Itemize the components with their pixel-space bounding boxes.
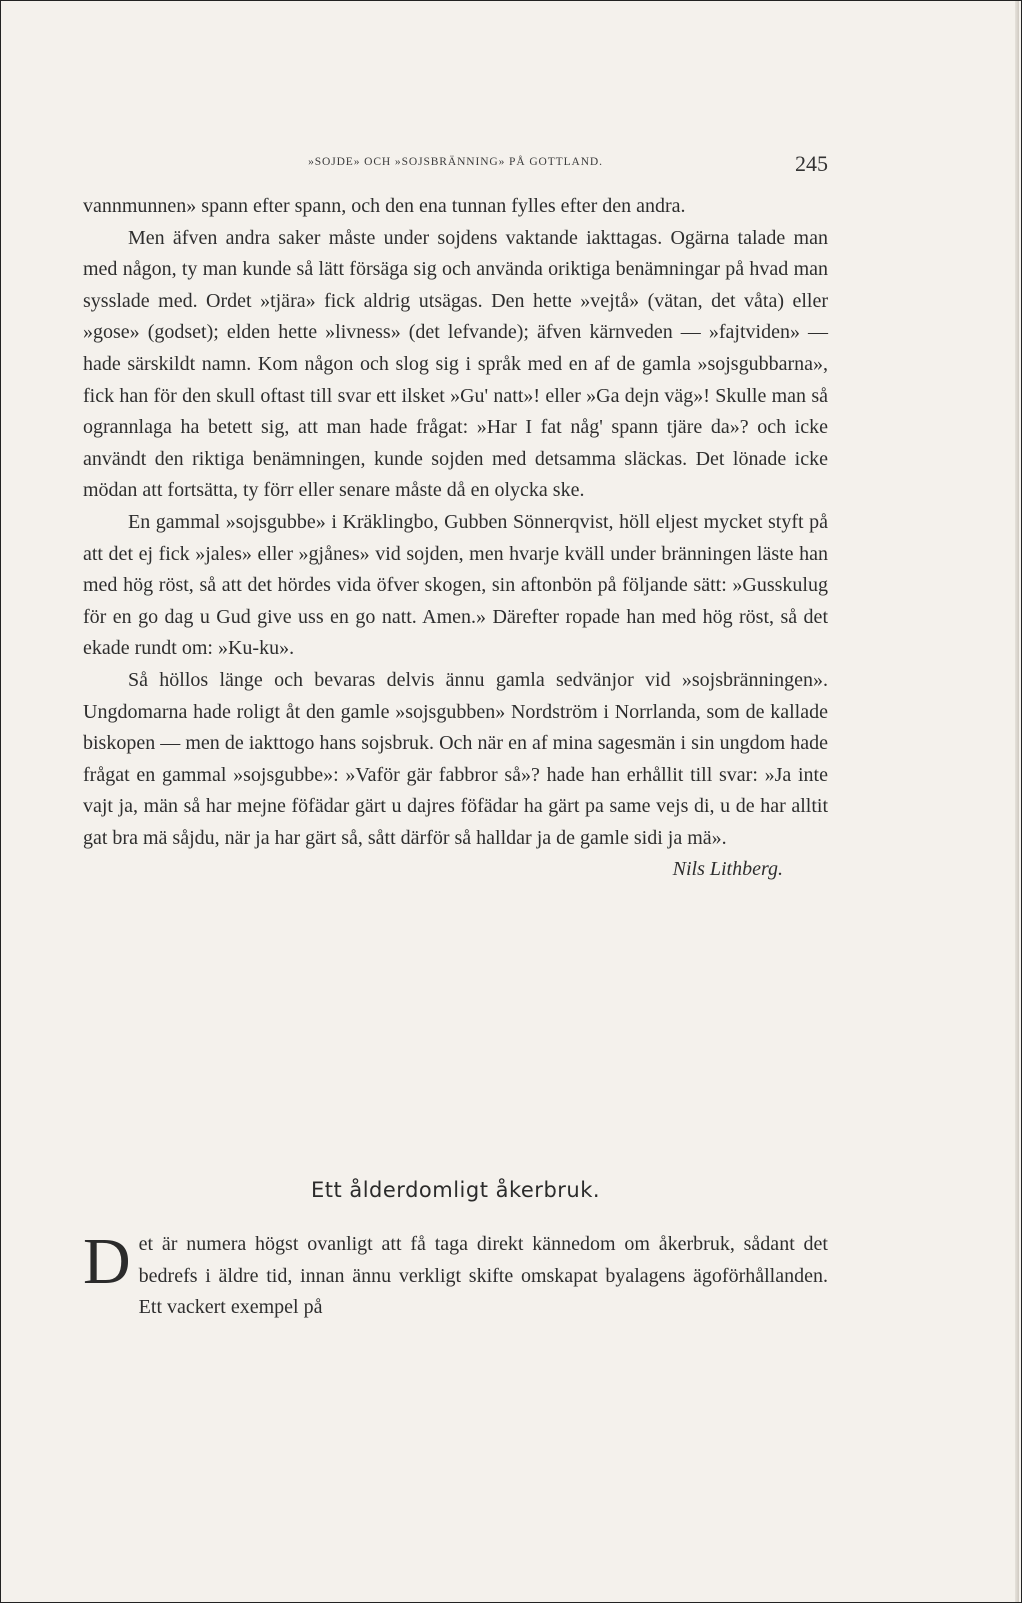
section-paragraph: et är numera högst ovanligt att få taga direkt kännedom om åkerbruk, sådant det bedrefs i äldre tid, innan ännu verkligt skifte omskapat byalagens ägoförhållanden. Ett vackert exempel på bbox=[138, 1233, 828, 1319]
paragraph: En gammal »sojsgubbe» i Kräklingbo, Gubben Sönnerqvist, höll eljest mycket styft på att det ej fick »jales» eller »gjånes» vid sojden, men hvarje kväll under bränningen läste han med hög röst, så att det hördes vida öfver skogen, sin aftonbön på följande sätt: »Gusskulug för en go dag u Gud give uss en go natt. Amen.» Därefter ropade han med hög röst, så det ekade rundt om: »Ku-ku». bbox=[83, 510, 828, 660]
running-title: »SOJDE» OCH »SOJSBRÄNNING» PÅ GOTTLAND. bbox=[308, 156, 603, 168]
section-heading: Ett ålderdomligt åkerbruk. bbox=[310, 1178, 601, 1202]
drop-cap: D bbox=[83, 1225, 131, 1298]
author-signature: Nils Lithberg. bbox=[672, 858, 783, 881]
paragraph: Men äfven andra saker måste under sojdens vaktande iakttagas. Ogärna talade man med någon, ty man kunde så lätt försäga sig och använda oriktiga benämningar på hvad man sysslade med. Ordet »tjära» fick aldrig utsägas. Den hette »vejtå» (vätan, det våta) eller »gose» (godset); elden hette »livness» (det lefvande); äfven kärnveden — »fajtviden» — hade särskildt namn. Kom någon och slog sig i språk med en af de gamla »sojsgubbarna», fick han för den skull oftast till svar ett ilsket »Gu' natt»! eller »Ga dejn väg»! Skulle man så ogrannlaga ha betett sig, att man hade frågat: »Har I fat någ' spann tjäre da»? och icke användt den riktiga benämningen, kunde sojden med detsamma släckas. Det lönade icke mödan att fortsätta, ty förr eller senare måste då en olycka ske. bbox=[83, 226, 828, 502]
section-body bbox=[83, 1225, 828, 1324]
article-body bbox=[83, 191, 828, 886]
paragraph: Så höllos länge och bevaras delvis ännu gamla sedvänjor vid »sojsbränningen». Ungdomarna hade roligt åt den gamle »sojsgubben» Nordström i Norrlanda, som de kallade biskopen — men de iakttogo hans sojsbruk. Och när en af mina sagesmän i sin ungdom hade frågat en gammal »sojsgubbe»: »Vaför gär fabbror så»? hade han erhållit till svar: »Ja inte vajt ja, män så har mejne föfädar gärt u dajres föfädar ha gärt pa same vejs di, u de har alltit gat bra mä såjdu, när ja har gärt så, sått därför så halldar ja de gamle sidi ja mä». bbox=[83, 668, 828, 849]
page-number: 245 bbox=[795, 151, 828, 176]
running-header bbox=[83, 151, 828, 175]
paragraph-continuation: vannmunnen» spann efter spann, och den ena tunnan fylles efter den andra. bbox=[83, 195, 686, 217]
page-edge bbox=[1015, 1, 1019, 1602]
